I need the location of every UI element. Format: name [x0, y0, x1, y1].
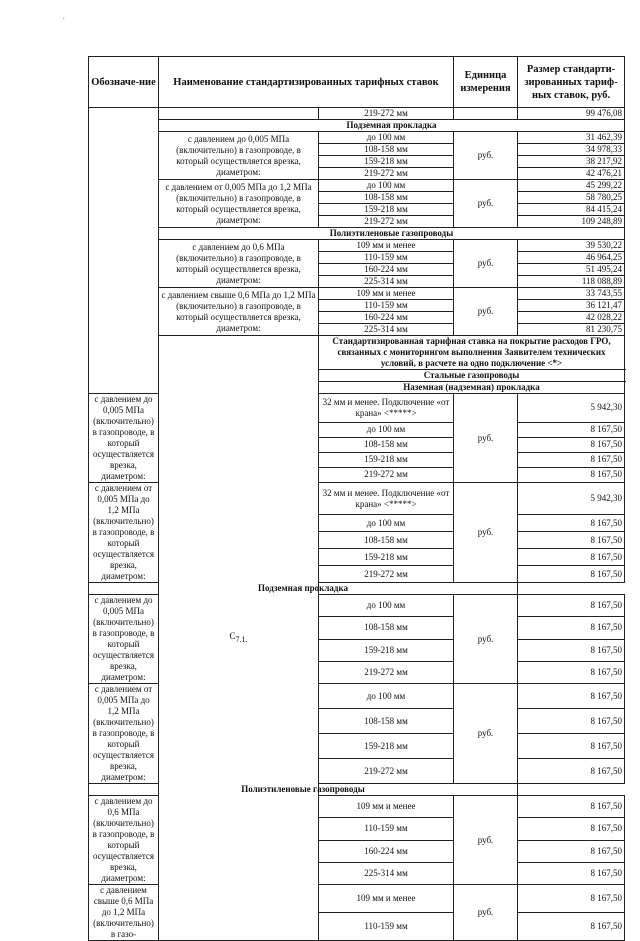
section-row	[89, 784, 625, 796]
size-cell: 219-272 мм	[319, 467, 454, 482]
size-cell: 219-272 мм	[319, 759, 454, 784]
size-cell: 108-158 мм	[319, 437, 454, 452]
size-cell: 225-314 мм	[319, 324, 454, 336]
section-title: Стальные газопроводы	[319, 370, 625, 382]
size-cell: 160-224 мм	[319, 312, 454, 324]
price-cell: 33 743,55	[518, 288, 625, 300]
page-mark: '	[63, 16, 65, 26]
header-amount: Размер стандарти-зированных тариф-ных ставок, руб.	[518, 57, 625, 108]
unit-cell: руб.	[454, 796, 518, 885]
desc-cell-empty	[159, 108, 319, 120]
tariff-table	[88, 56, 625, 941]
price-cell: 39 530,22	[518, 240, 625, 252]
price-cell: 5 942,30	[518, 394, 625, 423]
designation-code-text: С	[229, 631, 236, 642]
size-cell: 110-159 мм	[319, 818, 454, 840]
size-cell: 108-158 мм	[319, 709, 454, 734]
price-cell: 99 476,08	[518, 108, 625, 120]
price-cell: 8 167,50	[518, 885, 625, 913]
size-cell: 160-224 мм	[319, 840, 454, 862]
size-cell: 110-159 мм	[319, 300, 454, 312]
price-cell: 45 299,22	[518, 180, 625, 192]
price-cell: 34 978,33	[518, 144, 625, 156]
row-description: с давлением от 0,005 МПа до 1,2 МПа (включительно) в газопроводе, в который осуществляется врезка, диаметром:	[89, 684, 159, 784]
row-description: с давлением свыше 0,6 МПа до 1,2 МПа (включительно) в газопроводе, в который осуществляется врезка, диаметром:	[159, 288, 319, 336]
price-cell: 84 415,24	[518, 204, 625, 216]
size-cell: 159-218 мм	[319, 204, 454, 216]
unit-cell: руб.	[454, 132, 518, 180]
size-cell: 219-272 мм	[319, 108, 454, 120]
price-cell: 8 167,50	[518, 709, 625, 734]
size-cell: 159-218 мм	[319, 452, 454, 467]
section-row	[89, 583, 625, 595]
price-cell: 8 167,50	[518, 467, 625, 482]
unit-cell: руб.	[454, 288, 518, 336]
price-cell: 8 167,50	[518, 840, 625, 862]
unit-cell: руб.	[454, 483, 518, 583]
size-cell: 109 мм и менее	[319, 240, 454, 252]
price-cell: 31 462,39	[518, 132, 625, 144]
section-title: Полиэтиленовые газопроводы	[89, 784, 518, 796]
unit-cell: руб.	[454, 394, 518, 483]
designation-cell-empty	[89, 108, 159, 394]
price-cell: 8 167,50	[518, 452, 625, 467]
size-cell: 32 мм и менее. Подключение «от крана» <*****>	[319, 483, 454, 515]
unit-cell: руб.	[454, 180, 518, 228]
size-cell: 109 мм и менее	[319, 885, 454, 913]
price-cell: 8 167,50	[518, 437, 625, 452]
price-cell: 8 167,50	[518, 515, 625, 532]
size-cell: 225-314 мм	[319, 862, 454, 884]
header-designation: Обозначе-ние	[89, 57, 159, 108]
size-cell: до 100 мм	[319, 515, 454, 532]
size-cell: 108-158 мм	[319, 617, 454, 639]
price-cell: 8 167,50	[518, 532, 625, 549]
row-description: с давлением от 0,005 МПа до 1,2 МПа (включительно) в газопроводе, в который осуществляется врезка, диаметром:	[89, 483, 159, 583]
price-cell: 8 167,50	[518, 759, 625, 784]
table-row	[89, 240, 625, 252]
size-cell: 219-272 мм	[319, 168, 454, 180]
price-cell: 8 167,50	[518, 617, 625, 639]
row-description: с давлением до 0,6 МПа (включительно) в газопроводе, в который осуществляется врезка, диаметром:	[159, 240, 319, 288]
price-cell: 46 964,25	[518, 252, 625, 264]
table-row	[89, 288, 625, 300]
size-cell: 108-158 мм	[319, 144, 454, 156]
price-cell: 36 121,47	[518, 300, 625, 312]
unit-cell: руб.	[454, 885, 518, 941]
section-row	[89, 120, 625, 132]
size-cell: до 100 мм	[319, 180, 454, 192]
size-cell: 32 мм и менее. Подключение «от крана» <*****>	[319, 394, 454, 423]
size-cell: до 100 мм	[319, 595, 454, 617]
price-cell: 42 476,21	[518, 168, 625, 180]
price-cell: 8 167,50	[518, 566, 625, 583]
price-cell: 8 167,50	[518, 734, 625, 759]
price-cell: 8 167,50	[518, 684, 625, 709]
price-cell: 8 167,50	[518, 796, 625, 818]
section-row	[89, 228, 625, 240]
size-cell: 219-272 мм	[319, 216, 454, 228]
section-title: Полиэтиленовые газопроводы	[159, 228, 625, 240]
row-description: с давлением от 0,005 МПа до 1,2 МПа (включительно) в газопроводе, в который осуществляется врезка, диаметром:	[159, 180, 319, 228]
size-cell: 219-272 мм	[319, 566, 454, 583]
price-cell: 8 167,50	[518, 422, 625, 437]
price-cell: 8 167,50	[518, 595, 625, 617]
size-cell: 159-218 мм	[319, 734, 454, 759]
size-cell: 108-158 мм	[319, 532, 454, 549]
size-cell: 108-158 мм	[319, 192, 454, 204]
designation-code-sub: 7.1.	[235, 634, 248, 644]
size-cell: 159-218 мм	[319, 156, 454, 168]
row-description: с давлением до 0,005 МПа (включительно) в газопроводе, в который осуществляется врезка, диаметром:	[159, 132, 319, 180]
table-header	[89, 57, 625, 108]
price-cell: 8 167,50	[518, 549, 625, 566]
header-name: Наименование стандартизированных тарифных ставок	[159, 57, 454, 108]
table-body	[89, 108, 625, 941]
c71-title: Стандартизированная тарифная ставка на покрытие расходов ГРО, связанных с мониторингом выполнения Заявителем технических условий, в расчете на одно подключение <*>	[319, 336, 625, 370]
size-cell: до 100 мм	[319, 132, 454, 144]
price-cell: 5 942,30	[518, 483, 625, 515]
unit-cell-empty	[454, 108, 518, 120]
section-title: Подземная прокладка	[89, 583, 518, 595]
row-description: с давлением до 0,6 МПа (включительно) в газопроводе, в который осуществляется врезка, диаметром:	[89, 796, 159, 885]
size-cell: 109 мм и менее	[319, 288, 454, 300]
table-row	[89, 108, 625, 120]
designation-code	[159, 336, 319, 941]
price-cell: 109 248,89	[518, 216, 625, 228]
unit-cell: руб.	[454, 595, 518, 684]
price-cell: 8 167,50	[518, 661, 625, 683]
unit-cell: руб.	[454, 240, 518, 288]
row-description: с давлением до 0,005 МПа (включительно) в газопроводе, в который осуществляется врезка, диаметром:	[89, 394, 159, 483]
price-cell: 8 167,50	[518, 818, 625, 840]
price-cell: 38 217,92	[518, 156, 625, 168]
price-cell: 42 028,22	[518, 312, 625, 324]
unit-cell: руб.	[454, 684, 518, 784]
price-cell: 81 230,75	[518, 324, 625, 336]
table-row	[89, 132, 625, 144]
price-cell: 118 088,89	[518, 276, 625, 288]
size-cell: 110-159 мм	[319, 252, 454, 264]
size-cell: 159-218 мм	[319, 639, 454, 661]
size-cell: 109 мм и менее	[319, 796, 454, 818]
price-cell: 58 780,25	[518, 192, 625, 204]
size-cell: до 100 мм	[319, 684, 454, 709]
section-title: Наземная (надземная) прокладка	[319, 382, 625, 394]
size-cell: до 100 мм	[319, 422, 454, 437]
row-description: с давлением свыше 0,6 МПа до 1,2 МПа (включительно) в газо-	[89, 885, 159, 941]
price-cell: 8 167,50	[518, 639, 625, 661]
size-cell: 110-159 мм	[319, 913, 454, 941]
header-unit: Единица измерения	[454, 57, 518, 108]
table-row	[89, 180, 625, 192]
size-cell: 160-224 мм	[319, 264, 454, 276]
section-title: Подземная прокладка	[159, 120, 625, 132]
size-cell: 219-272 мм	[319, 661, 454, 683]
row-description: с давлением до 0,005 МПа (включительно) в газопроводе, в который осуществляется врезка, диаметром:	[89, 595, 159, 684]
price-cell: 8 167,50	[518, 913, 625, 941]
price-cell: 8 167,50	[518, 862, 625, 884]
size-cell: 159-218 мм	[319, 549, 454, 566]
price-cell: 51 495,24	[518, 264, 625, 276]
size-cell: 225-314 мм	[319, 276, 454, 288]
c71-title-row	[89, 336, 625, 370]
